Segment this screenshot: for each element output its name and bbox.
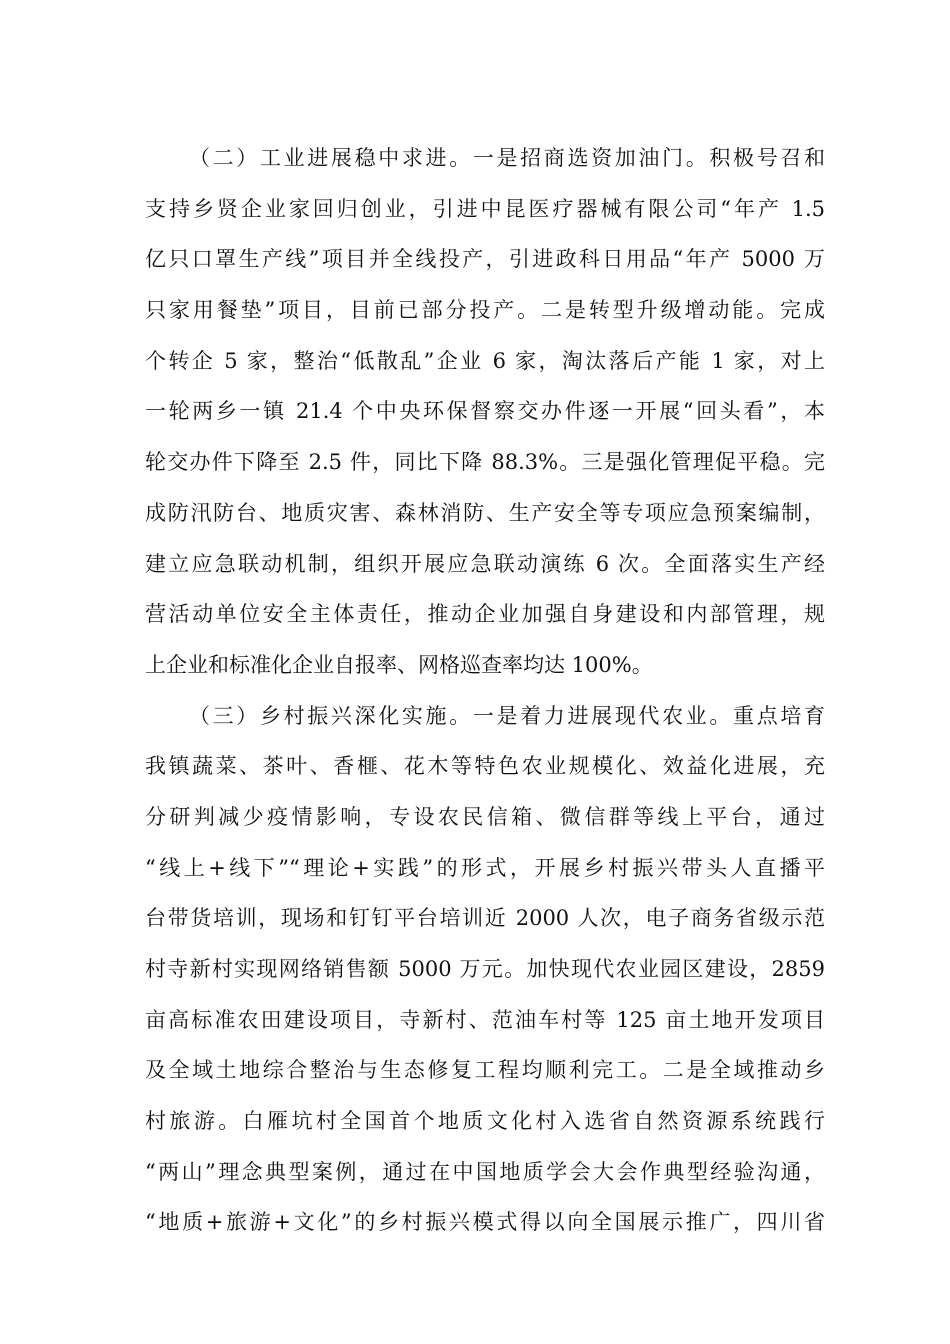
- paragraph-1-line-9: 建立应急联动机制，组织开展应急联动演练 6 次。全面落实生产经: [145, 551, 825, 576]
- paragraph-2-line-6: 村寺新村实现网络销售额 5000 万元。加快现代农业园区建设，2859: [145, 957, 825, 981]
- paragraph-2-line-8: 及全域土地综合整治与生态修复工程均顺利完工。二是全域推动乡: [145, 1058, 825, 1083]
- paragraph-1-line-7: 轮交办件下降至 2.5 件，同比下降 88.3%。三是强化管理促平稳。完: [145, 450, 825, 475]
- paragraph-2-line-7: 亩高标准农田建设项目，寺新村、范油车村等 125 亩土地开发项目: [145, 1007, 825, 1032]
- paragraph-1-line-6: 一轮两乡一镇 21.4 个中央环保督察交办件逐一开展“回头看”，本: [145, 399, 825, 424]
- paragraph-1-line-10: 营活动单位安全主体责任，推动企业加强自身建设和内部管理，规: [145, 602, 825, 627]
- paragraph-2-line-10: “两山”理念典型案例，通过在中国地质学会大会作典型经验沟通，: [145, 1159, 825, 1184]
- paragraph-2-line-1: （三）乡村振兴深化实施。一是着力进展现代农业。重点培育: [189, 703, 825, 728]
- document-body: [145, 133, 825, 1248]
- paragraph-1-line-4: 只家用餐垫”项目，目前已部分投产。二是转型升级增动能。完成: [145, 298, 825, 323]
- paragraph-1-line-1: （二）工业进展稳中求进。一是招商选资加油门。积极号召和: [189, 146, 825, 170]
- paragraph-2-line-4: “线上+线下”“理论+实践”的形式，开展乡村振兴带头人直播平: [145, 855, 825, 880]
- paragraph-1-line-3: 亿只口罩生产线”项目并全线投产，引进政科日用品“年产 5000 万: [145, 247, 825, 272]
- paragraph-2-line-11: “地质+旅游+文化”的乡村振兴模式得以向全国展示推广，四川省: [145, 1210, 825, 1235]
- paragraph-2-line-5: 台带货培训，现场和钉钉平台培训近 2000 人次，电子商务省级示范: [145, 906, 825, 931]
- paragraph-2-line-9: 村旅游。白雁坑村全国首个地质文化村入选省自然资源系统践行: [145, 1109, 825, 1134]
- paragraph-2-line-3: 分研判减少疫情影响，专设农民信箱、微信群等线上平台，通过: [145, 804, 825, 829]
- paragraph-1-line-2: 支持乡贤企业家回归创业，引进中昆医疗器械有限公司“年产 1.5: [145, 196, 825, 221]
- paragraph-1-line-8: 成防汛防台、地质灾害、森林消防、生产安全等专项应急预案编制，: [145, 500, 825, 525]
- paragraph-1-line-11: 上企业和标准化企业自报率、网格巡查率均达 100%。: [145, 652, 653, 677]
- paragraph-1-line-5: 个转企 5 家，整治“低散乱”企业 6 家，淘汰落后产能 1 家，对上: [145, 348, 825, 373]
- paragraph-2-line-2: 我镇蔬菜、茶叶、香榧、花木等特色农业规模化、效益化进展，充: [145, 754, 825, 779]
